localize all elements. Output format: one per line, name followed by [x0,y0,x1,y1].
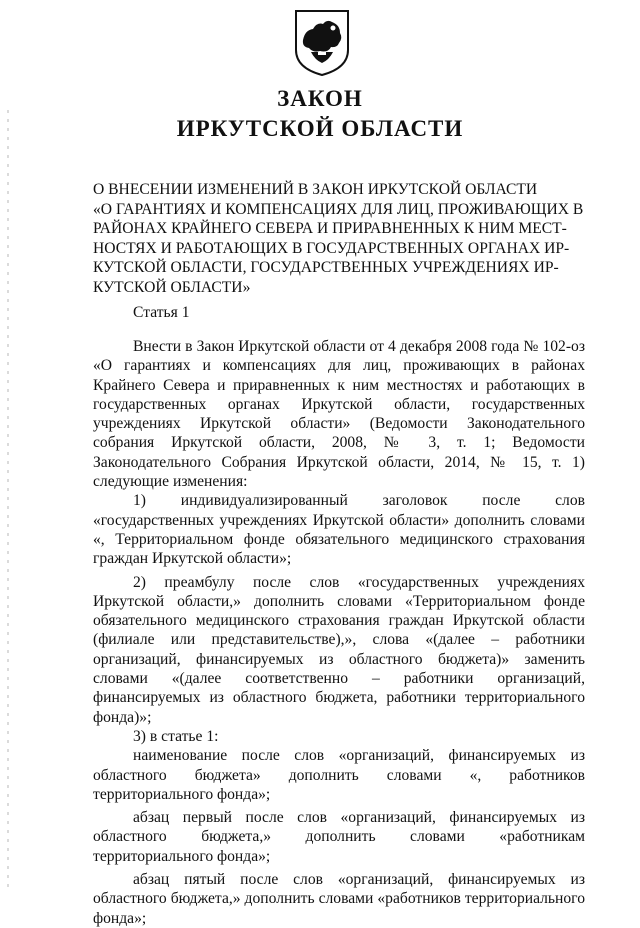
law-label: ЗАКОН [277,86,363,111]
heading-line: О ВНЕСЕНИИ ИЗМЕНЕНИЙ В ЗАКОН ИРКУТСКОЙ ОБЛАСТИ [93,181,538,198]
heading-line: «О ГАРАНТИЯХ И КОМПЕНСАЦИЯХ ДЛЯ ЛИЦ, ПРОЖИВАЮЩИХ В [93,200,584,218]
document-body [93,337,585,928]
scan-margin-artifact [7,110,9,890]
heading-line: КУТСКОЙ ОБЛАСТИ» [93,278,251,296]
paragraph-intro: Внести в Закон Иркутской области от 4 декабря 2008 года № 102-оз «О гарантиях и компенсациях для лиц, проживающих в районах Крайнего Севера и приравненных к ним местностях и работающих в государственных органах Иркутской области, государственных учреждениях Иркутской области» (Ведомости Законодательного собрания Иркутской области, 2008, № 3, т. 1; Ведомости Законодательного Собрания Иркутской области, 2014, № 15, т. 1) следующие изменения: [93,338,585,491]
region-title: ИРКУТСКОЙ ОБЛАСТИ [176,116,464,141]
heading-line: КУТСКОЙ ОБЛАСТИ, ГОСУДАРСТВЕННЫХ УЧРЕЖДЕНИЯХ ИР- [93,259,559,277]
heading-line: РАЙОНАХ КРАЙНЕГО СЕВЕРА И ПРИРАВНЕННЫХ К НИМ МЕСТ- [93,220,567,238]
paragraph-item-3: 3) в статье 1: [133,727,219,745]
article-title: Статья 1 [133,304,190,321]
law-heading [93,180,585,298]
paragraph-item-2: 2) преамбулу после слов «государственных учреждениях Иркутской области,» дополнить словами «Территориальном фонде обязательного медицинского страхования граждан Иркутской области (филиале или представительстве),», слова «(далее – работники организаций, финансируемых из областного бюджета)» заменить словами «(далее соответственно – работники организаций, финансируемых из областного бюджета, работники территориального фонда)»; [93,573,585,726]
paragraph-sub-fifth: абзац пятый после слов «организаций, финансируемых из областного бюджета,» дополнить словами «работников территориального фонда»; [93,871,585,927]
paragraph-sub-first: абзац первый после слов «организаций, финансируемых из областного бюджета,» дополнить словами «работникам территориального фонда»; [93,809,585,865]
coat-of-arms-icon [293,8,351,78]
paragraph-item-1: 1) индивидуализированный заголовок после слов «государственных учреждениях Иркутской области» дополнить словами «, Территориальном фонде обязательного медицинского страхования граждан Иркутской области»; [93,492,585,568]
paragraph-sub-naming: наименование после слов «организаций, финансируемых из областного бюджета» дополнить словами «, работников территориального фонда»; [93,747,585,803]
heading-line: НОСТЯХ И РАБОТАЮЩИХ В ГОСУДАРСТВЕННЫХ ОРГАНАХ ИР- [93,239,570,257]
